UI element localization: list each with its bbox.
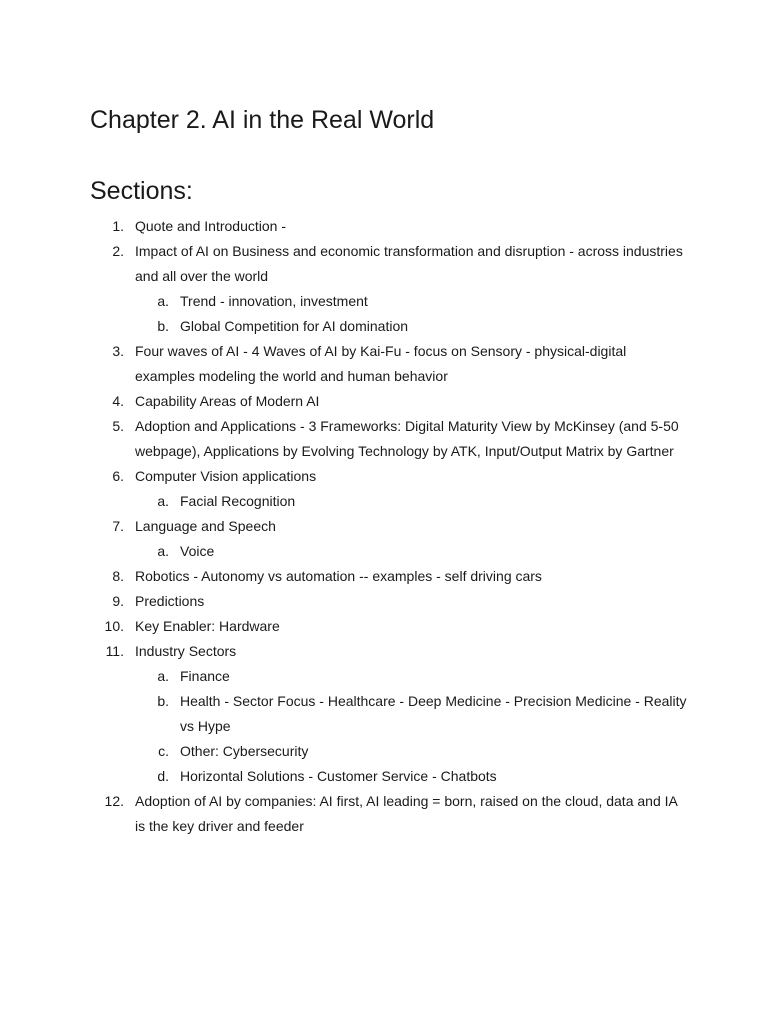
- list-item: [90, 239, 690, 289]
- sub-list-item-text: Trend - innovation, investment: [180, 293, 368, 309]
- list-marker: 3.: [112, 343, 124, 359]
- list-item: [90, 589, 690, 614]
- sub-list-marker: a.: [157, 293, 169, 309]
- sub-list-item-text: Horizontal Solutions - Customer Service - Chatbots: [180, 768, 497, 784]
- sub-list-marker: b.: [157, 693, 169, 709]
- sub-list-item: [90, 664, 690, 689]
- sections-list: [90, 214, 690, 839]
- list-marker: 6.: [112, 468, 124, 484]
- sub-list-item-text: Global Competition for AI domination: [180, 318, 409, 334]
- list-marker: 9.: [112, 593, 124, 609]
- list-marker: 12.: [104, 793, 124, 809]
- list-item-text: Computer Vision applications: [135, 468, 317, 484]
- sub-list-item-text: Voice: [180, 543, 215, 559]
- list-item-text: Adoption and Applications - 3 Frameworks: Digital Maturity View by McKinsey (and 5-50 webpage), Applications by Evolving Technology by ATK, Input/Output Matrix by Gartner: [135, 418, 679, 459]
- list-item-text: Language and Speech: [135, 518, 276, 534]
- list-marker: 7.: [112, 518, 124, 534]
- list-item-text: Quote and Introduction -: [135, 218, 286, 234]
- list-item: [90, 214, 690, 239]
- list-item: [90, 789, 690, 839]
- list-item: [90, 414, 690, 464]
- list-item-text: Key Enabler: Hardware: [135, 618, 280, 634]
- sub-list-item-text: Health - Sector Focus - Healthcare - Deep Medicine - Precision Medicine - Reality vs Hype: [180, 693, 687, 734]
- sub-list-marker: b.: [157, 318, 169, 334]
- sections-heading: Sections:: [90, 177, 193, 205]
- sub-list-item-text: Facial Recognition: [180, 493, 296, 509]
- list-item: [90, 514, 690, 539]
- sub-list-item: [90, 764, 690, 789]
- list-item-text: Adoption of AI by companies: AI first, AI leading = born, raised on the cloud, data and IA is the key driver and feeder: [135, 793, 678, 834]
- list-item: [90, 464, 690, 489]
- list-marker: 10.: [104, 618, 124, 634]
- list-marker: 1.: [112, 218, 124, 234]
- sub-list-item-text: Finance: [180, 668, 230, 684]
- sub-list-marker: a.: [157, 543, 169, 559]
- sub-list-marker: c.: [158, 743, 169, 759]
- list-item-text: Robotics - Autonomy vs automation -- examples - self driving cars: [135, 568, 542, 584]
- list-marker: 5.: [112, 418, 124, 434]
- list-item: [90, 614, 690, 639]
- list-item: [90, 639, 690, 664]
- sub-list-item: [90, 689, 690, 739]
- list-item-text: Industry Sectors: [135, 643, 237, 659]
- sub-list-item: [90, 739, 690, 764]
- sub-list-item: [90, 489, 690, 514]
- list-item: [90, 389, 690, 414]
- chapter-title: Chapter 2. AI in the Real World: [90, 106, 435, 134]
- sub-list-marker: d.: [157, 768, 169, 784]
- sub-list-marker: a.: [157, 668, 169, 684]
- list-item-text: Impact of AI on Business and economic transformation and disruption - across industries and all over the world: [135, 243, 683, 284]
- list-item: [90, 339, 690, 389]
- list-marker: 4.: [112, 393, 124, 409]
- sub-list-item-text: Other: Cybersecurity: [180, 743, 309, 759]
- list-item-text: Capability Areas of Modern AI: [135, 393, 320, 409]
- list-marker: 8.: [112, 568, 124, 584]
- list-item-text: Predictions: [135, 593, 205, 609]
- list-item: [90, 564, 690, 589]
- list-item-text: Four waves of AI - 4 Waves of AI by Kai-Fu - focus on Sensory - physical-digital examples modeling the world and human behavior: [135, 343, 627, 384]
- sub-list-item: [90, 539, 690, 564]
- sub-list-marker: a.: [157, 493, 169, 509]
- sub-list-item: [90, 289, 690, 314]
- sub-list-item: [90, 314, 690, 339]
- list-marker: 11.: [105, 643, 124, 659]
- list-marker: 2.: [112, 243, 124, 259]
